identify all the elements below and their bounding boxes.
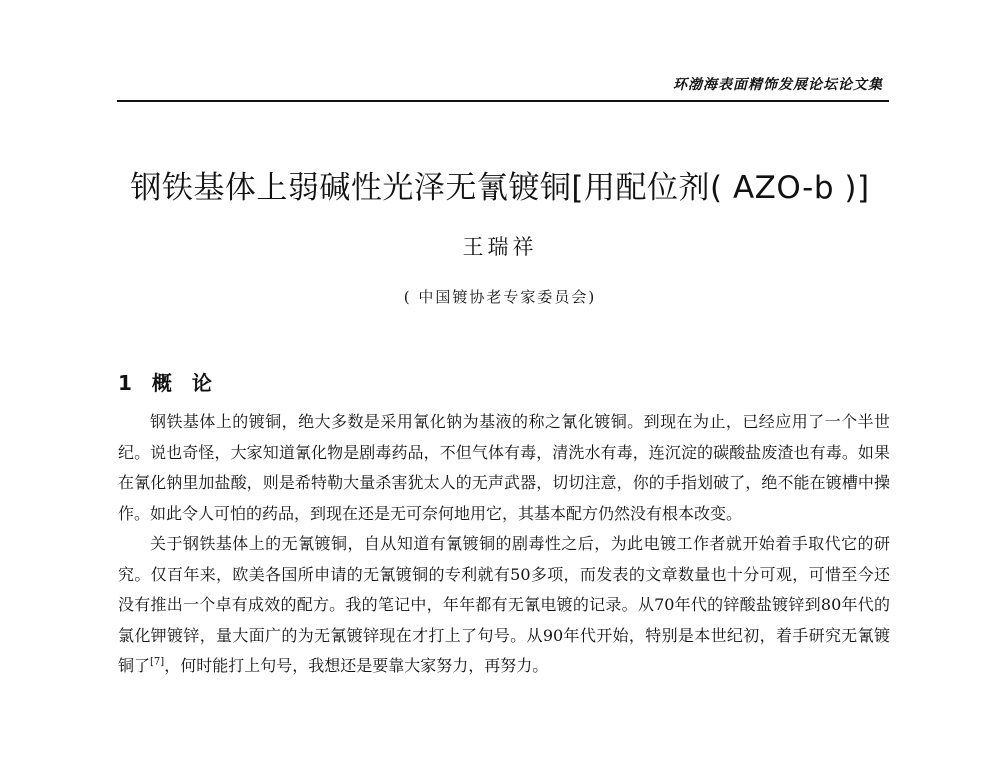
- running-header: 环渤海表面精饰发展论坛论文集: [673, 77, 883, 93]
- paragraph: 钢铁基体上的镀铜，绝大多数是采用氰化钠为基液的称之氰化镀铜。到现在为止，已经应用了一个半世纪。说也奇怪，大家知道氰化物是剧毒药品，不但气体有毒，清洗水有毒，连沉淀的碳酸盐废渣也有毒。如果在氰化钠里加盐酸，则是希特勒大量杀害犹太人的无声武器，切切注意，你的手指划破了，绝不能在镀槽中操作。如此令人可怕的药品，到现在还是无可奈何地用它，其基本配方仍然没有根本改变。: [118, 412, 890, 523]
- paper-title: 钢铁基体上弱碱性光泽无氰镀铜[用配位剂( AZO-b )]: [130, 170, 870, 206]
- paragraph-text-after: ，何时能打上句号，我想还是要靠大家努力，再努力。: [164, 656, 549, 675]
- header-rule: [117, 100, 889, 102]
- body-text: [118, 407, 890, 682]
- citation-ref: [7]: [150, 656, 165, 668]
- section-heading: [118, 367, 232, 396]
- section-name: 概论: [151, 371, 232, 395]
- author-affiliation: ( 中国镀协老专家委员会): [403, 288, 597, 306]
- paragraph-text: 关于钢铁基体上的无氰镀铜，自从知道有氰镀铜的剧毒性之后，为此电镀工作者就开始着手取代它的研究。仅百年来，欧美各国所申请的无氰镀铜的专利就有50多项，而发表的文章数量也十分可观，可惜至今还没有推出一个卓有成效的配方。我的笔记中，年年都有无氰电镀的记录。从70年代的锌酸盐镀锌到80年代的氯化钾镀锌，量大面广的为无氰镀锌现在才打上了句号。从90年代开始，特别是本世纪初，着手研究无氰镀铜了: [118, 534, 890, 675]
- paragraph: [118, 529, 890, 682]
- author-name: 王瑞祥: [462, 235, 538, 259]
- section-number: 1: [118, 371, 132, 395]
